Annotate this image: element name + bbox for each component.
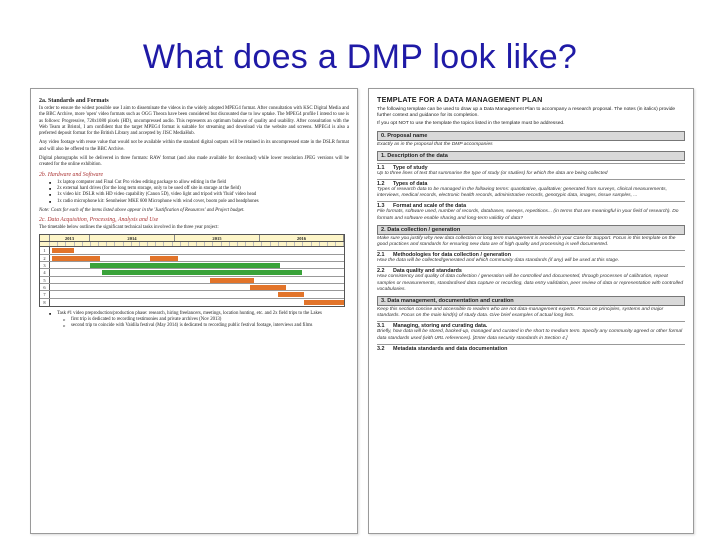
gantt-month-cell bbox=[124, 242, 132, 246]
gantt-month-cell bbox=[99, 242, 107, 246]
subsection-heading: 1.1 Type of study bbox=[377, 163, 685, 171]
gantt-month-cell bbox=[295, 242, 303, 246]
gantt-month-cell bbox=[213, 242, 221, 246]
gantt-month-cell bbox=[238, 242, 246, 246]
subsection-heading: 3.2 Metadata standards and data documentation bbox=[377, 344, 685, 352]
gantt-row-label: 5 bbox=[40, 277, 50, 283]
gantt-month-cell bbox=[91, 242, 99, 246]
section-header-proposal-name: 0. Proposal name bbox=[377, 131, 685, 141]
gantt-month-cell bbox=[164, 242, 172, 246]
gantt-month-cell bbox=[287, 242, 295, 246]
gantt-row bbox=[40, 269, 344, 276]
gantt-month-cell bbox=[58, 242, 66, 246]
gantt-month-cell bbox=[148, 242, 156, 246]
section-text: File formats, software used, number of records, databases, sweeps, repetitions... (in terms that are meaningful in your field of research). Do formats and software enable sharing and long-term validity of data? bbox=[377, 209, 679, 221]
gantt-bar bbox=[250, 285, 286, 290]
gantt-row bbox=[40, 291, 344, 298]
gantt-month-cell bbox=[303, 242, 311, 246]
gantt-row bbox=[40, 277, 344, 284]
gantt-bar bbox=[210, 278, 254, 283]
standards-paragraph-3: Digital photographs will be delivered in three formats: RAW format (and also made available for download) while lower resolution JPEG versions will be created for the online exhibition. bbox=[39, 156, 349, 168]
gantt-month-cell bbox=[75, 242, 83, 246]
acquisition-paragraph: The timetable below outlines the significant technical tasks involved in the three year project: bbox=[39, 225, 219, 231]
section-heading-acquisition: 2c. Data Acquisition, Processing, Analysis and Use bbox=[39, 217, 159, 224]
gantt-row-label: 4 bbox=[40, 269, 50, 275]
gantt-bar bbox=[102, 270, 302, 275]
gantt-month-cell bbox=[156, 242, 164, 246]
standards-paragraph-1: In order to ensure the widest possible use I aim to disseminate the videos in the widely adopted MPEG4 format. After consultation with KSC Digital Media and the BBC Archive, more 'open' video formats such as OGG Theora have been considered but discounted due to low uptake. The MPEG4 profile I intend to use is as follows: Progressive, 720x1080 pixels (HD), uncompressed audio. This represents an optimum balance of quality and usability. After consultation with the Web Team at Bristol, I am confident that the target MPEG4 format is suitable for streaming and download via the website and screens. MPEG4 is also a preferred deposit format for the British Library and accepted by JISC MediaHub. bbox=[39, 106, 349, 137]
section-text: How the data will be collected/generated and which community data standards (if any) will be used at this stage. bbox=[377, 258, 620, 264]
gantt-row-label: 8 bbox=[40, 299, 50, 306]
gantt-year: 2013 bbox=[50, 235, 90, 241]
gantt-row-label: 6 bbox=[40, 284, 50, 290]
list-item: ■ 1x radio microphone kit: Sennheiser MKE 600 Microphone with wind cover, boom pole and headphones bbox=[49, 199, 349, 205]
section-text: Up to three lines of text that summarise the type of study (or studies) for which the data are being collected bbox=[377, 170, 608, 176]
hardware-note: Note: Costs for each of the items listed above appear in the 'Justification of Resources' and Project budget. bbox=[39, 207, 245, 213]
list-item: ■ 2x external hard drives (for the long term storage, only to be used off site in storage at the field) bbox=[49, 186, 349, 192]
gantt-row bbox=[40, 255, 344, 262]
gantt-month-cell bbox=[246, 242, 254, 246]
standards-paragraph-2: Any video footage with reuse value that would not be available within the standard digital outputs will be retained in its uncompressed state in the DSLR format and will also be offered to the BBC Archive. bbox=[39, 140, 349, 152]
gantt-bar bbox=[52, 256, 100, 261]
gantt-month-cell bbox=[132, 242, 140, 246]
slide-title: What does a DMP look like? bbox=[142, 38, 578, 76]
gantt-month-cell bbox=[181, 242, 189, 246]
hardware-list bbox=[49, 180, 349, 205]
gantt-row-label: 2 bbox=[40, 255, 50, 261]
gantt-month-cell bbox=[279, 242, 287, 246]
gantt-month-cell bbox=[50, 242, 58, 246]
sample-dmp-document bbox=[30, 88, 358, 534]
gantt-month-cell bbox=[312, 242, 320, 246]
gantt-bar bbox=[52, 248, 74, 253]
template-title: TEMPLATE FOR A DATA MANAGEMENT PLAN bbox=[377, 95, 543, 104]
section-header-collection: 2. Data collection / generation bbox=[377, 225, 685, 235]
section-text: Types of research data to be managed in the following terms: quantitative, qualitative; generated from surveys, clinical measurements, interviews, medical records, electronic health records, administrative records, genotypic data, images, tissue samples, ... bbox=[377, 187, 667, 199]
gantt-year: 2016 bbox=[260, 235, 344, 241]
project-timeline-gantt bbox=[39, 234, 345, 306]
subsection-heading: 2.2 Data quality and standards bbox=[377, 266, 685, 274]
gantt-month-cell bbox=[83, 242, 91, 246]
section-text: Briefly, how data will be stored, backed-up, managed and curated in the short to medium term. Specify any community agreed or other formal data standards used (with URL references). [Enter data security standards in Section 4.] bbox=[377, 329, 683, 341]
gantt-year-header bbox=[40, 235, 344, 242]
template-intro-1: The following template can be used to draw up a Data Management Plan to accompany a research proposal. The notes (in italics) provide further context and guidance for its completion. bbox=[377, 107, 676, 119]
gantt-row-label: 1 bbox=[40, 247, 50, 253]
gantt-year: 2015 bbox=[175, 235, 260, 241]
gantt-month-cell bbox=[205, 242, 213, 246]
gantt-month-cell bbox=[271, 242, 279, 246]
section-heading-hardware: 2b. Hardware and Software bbox=[39, 171, 104, 178]
gantt-month-cell bbox=[189, 242, 197, 246]
section-text: Make sure you justify why new data collection or long term management is needed in your Case for Support. Focus in this template on the good practices and standards for ensuring new data are of high quality and processing is well documented. bbox=[377, 235, 676, 248]
gantt-row bbox=[40, 262, 344, 269]
gantt-month-cell bbox=[197, 242, 205, 246]
gantt-bar bbox=[304, 300, 344, 305]
gantt-row bbox=[40, 247, 344, 254]
gantt-month-cell bbox=[107, 242, 115, 246]
gantt-row bbox=[40, 284, 344, 291]
gantt-month-cell bbox=[254, 242, 262, 246]
gantt-bar bbox=[90, 263, 280, 268]
gantt-row bbox=[40, 299, 344, 306]
gantt-month-cell bbox=[320, 242, 328, 246]
subsection-heading: 2.1 Methodologies for data collection / generation bbox=[377, 250, 685, 258]
task-list bbox=[49, 311, 349, 330]
gantt-month-cell bbox=[230, 242, 238, 246]
subsection-heading: 3.1 Managing, storing and curating data. bbox=[377, 321, 685, 329]
gantt-month-cell bbox=[66, 242, 74, 246]
list-item: ■ Task #1 video preproduction/production phase: research, hiring freelancers, meetings, location hunting, etc. and 2x field trips to the Lakes bbox=[49, 311, 349, 317]
gantt-month-cell bbox=[173, 242, 181, 246]
gantt-month-cell bbox=[115, 242, 123, 246]
gantt-bar bbox=[278, 292, 304, 297]
section-text: How consistency and quality of data collection / generation will be controlled and documented, through processes of calibration, repeat samples or measurements, standardised data capture or recording, data entry validation, peer review of data or representation with controlled vocabularies. bbox=[377, 274, 684, 292]
gantt-bar bbox=[150, 256, 178, 261]
template-intro-2: If you opt NOT to use the template the topics listed in the template must be addressed. bbox=[377, 121, 565, 127]
section-header-description: 1. Description of the data bbox=[377, 151, 685, 161]
gantt-month-cell bbox=[222, 242, 230, 246]
subsection-heading: 1.2 Types of data bbox=[377, 179, 685, 187]
gantt-year: 2014 bbox=[90, 235, 175, 241]
gantt-month-cell bbox=[336, 242, 344, 246]
list-item: ■ 1x laptop computer and Final Cut Pro video editing package to allow editing in the field bbox=[49, 180, 349, 186]
list-item: ■ 1x video kit: DSLR with HD video capability (Canon 5D), video light and tripod with 'fluid' video head bbox=[49, 192, 349, 198]
gantt-row-label: 3 bbox=[40, 262, 50, 268]
gantt-month-spacer bbox=[40, 242, 50, 246]
gantt-month-cell bbox=[140, 242, 148, 246]
section-text: Keep this section concise and accessible to readers who are not data-management experts. Focus on principles, systems and major standards. Focus on the main kind(s) of study data. Give brief examples of actual long lists. bbox=[377, 307, 664, 319]
gantt-month-cell bbox=[328, 242, 336, 246]
list-item: o second trip to coincide with Vaidila festival (May 2014) is dedicated to recording public festival footage, interviews and films bbox=[63, 323, 349, 329]
gantt-month-cell bbox=[262, 242, 270, 246]
section-header-management: 3. Data management, documentation and curation bbox=[377, 296, 685, 306]
list-item: o first trip is dedicated to recording testimonies and private archives (Nov 2013) bbox=[63, 317, 349, 323]
gantt-row-label: 7 bbox=[40, 291, 50, 297]
section-heading-standards: 2a. Standards and Formats bbox=[39, 98, 109, 104]
dmp-template-document bbox=[368, 88, 694, 534]
subsection-heading: 1.3 Format and scale of the data bbox=[377, 201, 685, 209]
section-text: Exactly as in the proposal that the DMP accompanies bbox=[377, 141, 493, 147]
